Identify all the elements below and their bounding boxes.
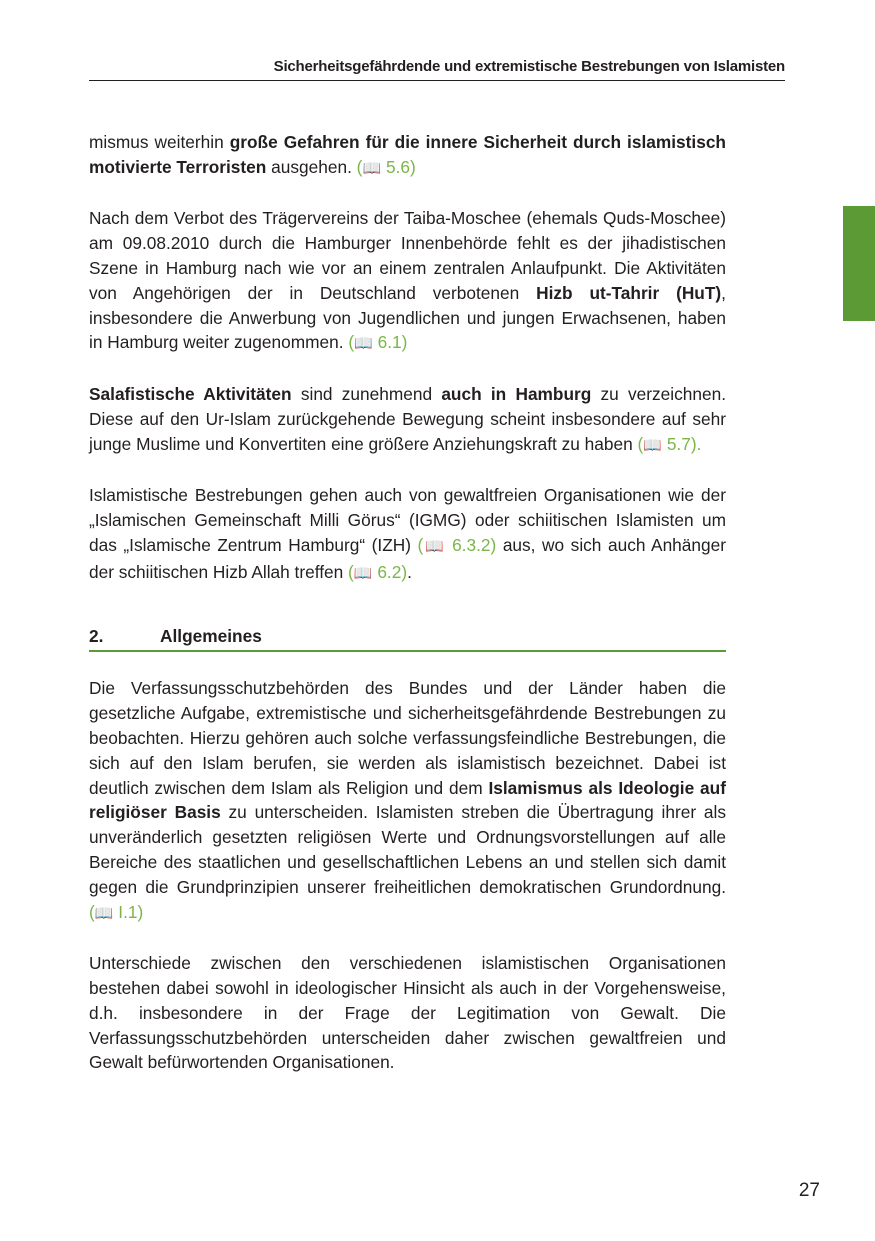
- running-header-title: Sicherheitsgefährdende und extremistische Bestrebungen von Islamisten: [273, 58, 785, 75]
- paragraph-5: Die Verfassungsschutzbehörden des Bundes und der Länder haben die gesetzliche Aufgabe, extremistische und sicherheitsgefährdende Bestrebungen zu beobachten. Hierzu gehören auch solche verfassungsfeindliche Bestrebungen, die sich auf den Islam berufen, sie werden als islamistisch bezeichnet. Dabei ist deutlich zwischen dem Islam als Religion und dem Islamismus als Ideologie auf religiöser Basis zu unterscheiden. Islamisten streben die Übertragung ihrer als unveränderlich gesetzten religiösen Werte und Ordnungsvorstellungen auf alle Bereiche des staatlichen und gesellschaftlichen Lebens an und stellen sich damit gegen die Grundprinzipien unserer freiheitlichen demokratischen Grundordnung. (📖 I.1): [89, 678, 726, 922]
- cross-reference-5-7[interactable]: (📖 5.7).: [637, 433, 702, 454]
- book-icon: 📖: [353, 564, 373, 582]
- section-heading: [89, 624, 726, 652]
- body-text: [89, 130, 726, 1100]
- book-icon: 📖: [94, 904, 114, 922]
- section-title: Allgemeines: [160, 626, 262, 647]
- book-icon: 📖: [362, 159, 382, 177]
- book-icon: 📖: [643, 436, 662, 454]
- section-number: 2.: [89, 626, 104, 647]
- running-header: [89, 58, 785, 81]
- cross-reference-i-1[interactable]: (📖 I.1): [89, 901, 144, 922]
- paragraph-6: Unterschiede zwischen den verschiedenen islamistischen Organisationen bestehen dabei sowohl in ideologischer Hinsicht als auch in der Vorgehensweise, d.h. insbesondere in der Frage der Legitimation von Gewalt. Die Verfassungsschutzbehörden unterscheiden daher zwischen gewaltfreien und Gewalt befürwortenden Organisationen.: [89, 953, 726, 1073]
- book-icon: 📖: [423, 537, 446, 555]
- paragraph-3: Salafistische Aktivitäten sind zunehmend auch in Hamburg zu verzeichnen. Diese auf den Ur-Islam zurückgehende Bewegung scheint insbesondere auf sehr junge Muslime und Konvertiten eine größere Anziehungskraft zu haben (📖 5.7).: [89, 383, 727, 454]
- cross-reference-6-3-2[interactable]: (📖 6.3.2): [417, 534, 497, 555]
- cross-reference-5-6[interactable]: (📖 5.6): [356, 156, 416, 177]
- cross-reference-6-1[interactable]: (📖 6.1): [348, 332, 408, 353]
- chapter-tab-marker: [843, 206, 875, 321]
- paragraph-4: Islamistische Bestrebungen gehen auch von gewaltfreien Organisationen wie der „Islamischen Gemeinschaft Milli Görus“ (IGMG) oder schiitischen Islamisten um das „Islamische Zentrum Hamburg“ (IZH) (📖 6.3.2) aus, wo sich auch Anhänger der schiitischen Hizb Allah treffen (📖 6.2).: [89, 485, 726, 582]
- paragraph-2: Nach dem Verbot des Trägervereins der Taiba-Moschee (ehemals Quds-Moschee) am 09.08.2010 durch die Hamburger Innenbehörde fehlt es der jihadistischen Szene in Hamburg nach wie vor an einem zentralen Anlaufpunkt. Die Aktivitäten von Angehörigen der in Deutschland verbotenen Hizb ut-Tahrir (HuT), insbesondere die Anwerbung von Jugendlichen und jungen Erwachsenen, haben in Hamburg weiter zugenommen. (📖 6.1): [89, 208, 726, 353]
- page-number: 27: [798, 1180, 820, 1201]
- book-icon: 📖: [354, 335, 373, 353]
- paragraph-1: mismus weiterhin große Gefahren für die innere Sicherheit durch islamistisch motivierte Terroristen ausgehen. (📖 5.6): [89, 132, 726, 177]
- cross-reference-6-2[interactable]: (📖 6.2): [348, 561, 408, 582]
